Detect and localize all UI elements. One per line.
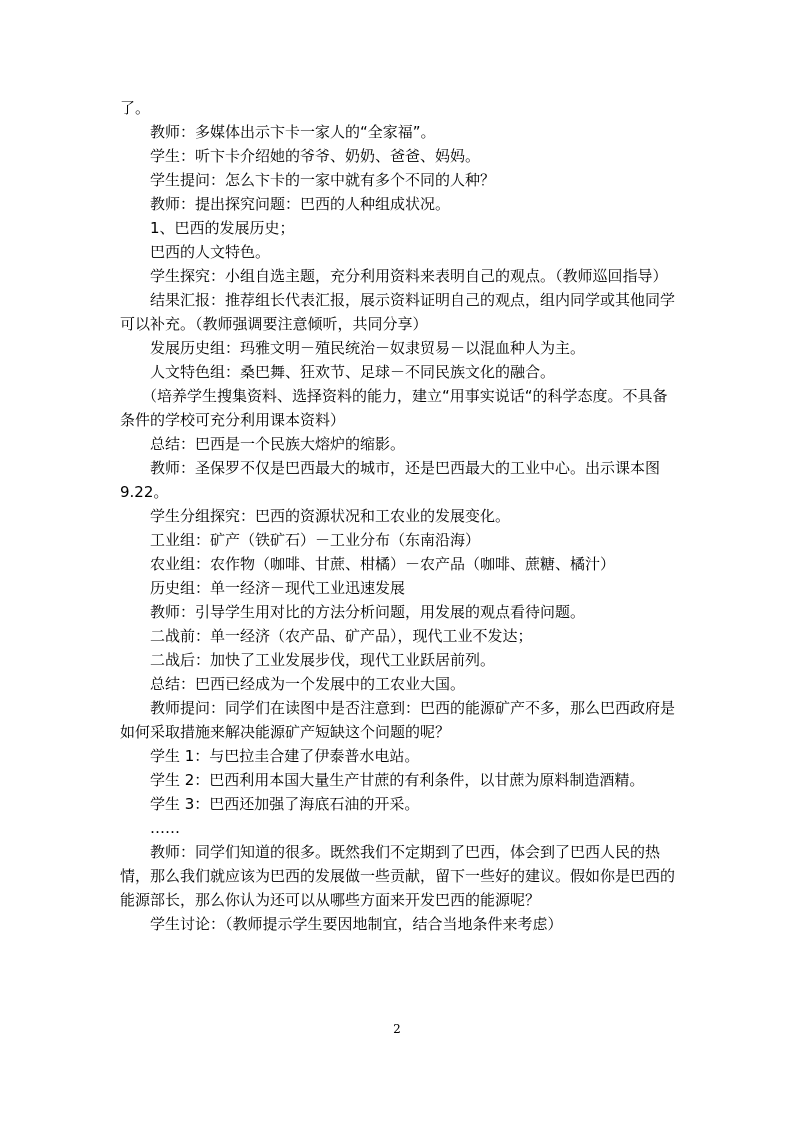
paragraph-teacher-energy-question: 教师提问：同学们在读图中是否注意到：巴西的能源矿产不多，那么巴西政府是如何采取措施来解决能源矿产短缺这个问题的呢？ bbox=[120, 699, 676, 741]
paragraph-history-economy-group: 历史组：单一经济－现代工业迅速发展 bbox=[150, 579, 406, 597]
paragraph-history-topic: 1、巴西的发展历史； bbox=[150, 219, 295, 237]
page-number: 2 bbox=[393, 1022, 401, 1036]
document-body bbox=[120, 96, 680, 936]
paragraph-summary-melting-pot: 总结：巴西是一个民族大熔炉的缩影。 bbox=[150, 435, 406, 453]
paragraph-industry-group: 工业组：矿产（铁矿石）－工业分布（东南沿海） bbox=[150, 531, 481, 549]
paragraph-student-inquiry: 学生探究：小组自选主题，充分利用资料来表明自己的观点。（教师巡回指导） bbox=[150, 267, 668, 285]
paragraph-culture-group: 人文特色组：桑巴舞、狂欢节、足球－不同民族文化的融合。 bbox=[150, 363, 556, 381]
paragraph-result-report: 结果汇报：推荐组长代表汇报，展示资料证明自己的观点，组内同学或其他同学可以补充。（教师强调要注意倾听，共同分享） bbox=[120, 291, 676, 333]
paragraph-agriculture-group: 农业组：农作物（咖啡、甘蔗、柑橘）－农产品（咖啡、蔗糖、橘汁） bbox=[150, 555, 616, 573]
paragraph-student-2: 学生 2：巴西利用本国大量生产甘蔗的有利条件，以甘蔗为原料制造酒精。 bbox=[150, 771, 645, 789]
paragraph-teacher-energy-minister: 教师：同学们知道的很多。既然我们不定期到了巴西，体会到了巴西人民的热情，那么我们就应该为巴西的发展做一些贡献，留下一些好的建议。假如你是巴西的能源部长，那么你认为还可以从哪些方面来开发巴西的能源呢？ bbox=[120, 843, 676, 909]
paragraph-teacher-family-photo: 教师：多媒体出示卞卡一家人的“全家福”。 bbox=[150, 123, 436, 141]
paragraph-ability-note: （培养学生搜集资料、选择资料的能力，建立“用事实说话“的科学态度。不具备条件的学校可充分利用课本资料） bbox=[120, 387, 668, 429]
paragraph-group-inquiry: 学生分组探究：巴西的资源状况和工农业的发展变化。 bbox=[150, 507, 511, 525]
paragraph-summary-industrial-power: 总结：巴西已经成为一个发展中的工农业大国。 bbox=[150, 675, 466, 693]
paragraph-student-1: 学生 1：与巴拉圭合建了伊泰普水电站。 bbox=[150, 747, 420, 765]
paragraph-student-3: 学生 3：巴西还加强了海底石油的开采。 bbox=[150, 795, 420, 813]
paragraph-student-question: 学生提问：怎么卞卡的一家中就有多个不同的人种？ bbox=[150, 171, 496, 189]
paragraph-ellipsis: …… bbox=[150, 819, 180, 837]
paragraph-student-listens: 学生：听卞卡介绍她的爷爷、奶奶、爸爸、妈妈。 bbox=[150, 147, 481, 165]
paragraph-history-group: 发展历史组：玛雅文明－殖民统治－奴隶贸易－以混血种人为主。 bbox=[150, 339, 586, 357]
paragraph-teacher-inquiry: 教师：提出探究问题：巴西的人种组成状况。 bbox=[150, 195, 451, 213]
paragraph-teacher-sao-paulo: 教师：圣保罗不仅是巴西最大的城市，还是巴西最大的工业中心。出示课本图 9.22。 bbox=[120, 459, 661, 501]
paragraph-after-war: 二战后：加快了工业发展步伐，现代工业跃居前列。 bbox=[150, 651, 496, 669]
paragraph-student-discussion: 学生讨论：（教师提示学生要因地制宜，结合当地条件来考虑） bbox=[150, 915, 563, 933]
paragraph-before-war: 二战前：单一经济（农产品、矿产品），现代工业不发达； bbox=[150, 627, 533, 645]
paragraph-teacher-compare: 教师：引导学生用对比的方法分析问题，用发展的观点看待问题。 bbox=[150, 603, 586, 621]
paragraph-culture-topic: 巴西的人文特色。 bbox=[150, 243, 271, 261]
paragraph-continuation: 了。 bbox=[120, 99, 151, 117]
